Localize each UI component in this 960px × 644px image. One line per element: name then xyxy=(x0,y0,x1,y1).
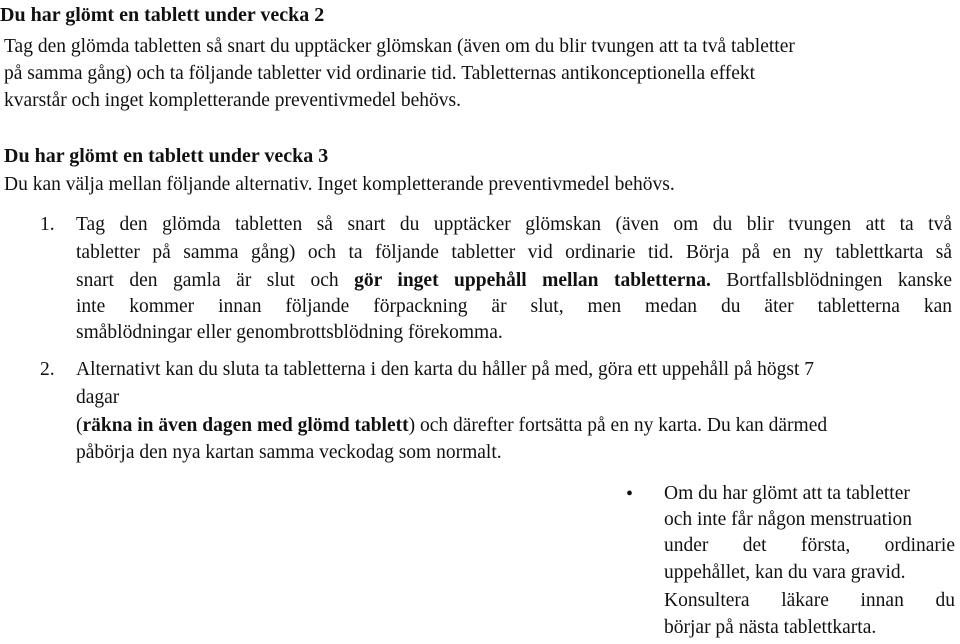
paragraph-week-2-line-1: Tag den glömda tabletten så snart du upptäcker glömskan (även om du blir tvungen att ta två tabletter xyxy=(4,36,795,57)
option-1-line-4: inte kommer innan följande förpackning är slut, men medan du äter tabletterna kan xyxy=(76,296,952,317)
week-3-intro: Du kan välja mellan följande alternativ. Inget kompletterande preventivmedel behövs. xyxy=(4,174,675,195)
option-1-number: 1. xyxy=(40,214,55,235)
note-line-6: börjar på nästa tablettkarta. xyxy=(664,617,877,638)
option-1-line-3-end: Bortfallsblödningen kanske xyxy=(710,270,953,291)
note-line-1: Om du har glömt att ta tabletter xyxy=(664,483,910,504)
heading-week-3: Du har glömt en tablett under vecka 3 xyxy=(4,145,329,167)
option-2-line-3-end: ) och därefter fortsätta på en ny karta. Du kan därmed xyxy=(408,415,828,436)
option-1-line-2: tabletter på samma gång) och ta följande tabletter vid ordinarie tid. Börja på en ny tablettkarta så xyxy=(76,242,952,263)
option-2-emphasis: räkna in även dagen med glömd tablett xyxy=(82,415,409,436)
note-line-4: uppehållet, kan du vara gravid. xyxy=(664,562,906,583)
option-2-line-3 xyxy=(76,413,827,439)
note-line-2: och inte får någon menstruation xyxy=(664,509,913,530)
paragraph-week-2-line-3: kvarstår och inget kompletterande preventivmedel behövs. xyxy=(4,90,462,111)
option-2-line-3-open: ( xyxy=(76,415,83,436)
option-1-line-3-start: snart den gamla är slut och xyxy=(76,270,355,291)
option-1-line-1: Tag den glömda tabletten så snart du upptäcker glömskan (även om du blir tvungen att ta två xyxy=(76,214,952,235)
option-2-line-1: Alternativt kan du sluta ta tabletterna i den karta du håller på med, göra ett uppehåll på högst 7 xyxy=(76,359,815,380)
option-2-line-4: påbörja den nya kartan samma veckodag som normalt. xyxy=(76,442,502,463)
paragraph-week-2-line-2: på samma gång) och ta följande tabletter vid ordinarie tid. Tabletternas antikonceptionella effekt xyxy=(4,63,756,84)
option-1-emphasis: gör inget uppehåll mellan tabletterna. xyxy=(354,270,711,291)
note-line-5: Konsultera läkare innan du xyxy=(664,590,955,611)
option-2-number: 2. xyxy=(40,359,55,380)
option-1-line-3 xyxy=(76,268,952,294)
heading-week-2: Du har glömt en tablett under vecka 2 xyxy=(0,4,325,26)
note-line-3: under det första, ordinarie xyxy=(664,535,955,556)
option-1-line-5: småblödningar eller genombrottsblödning förekomma. xyxy=(76,322,503,343)
option-2-line-2: dagar xyxy=(76,387,120,408)
note-bullet-icon: • xyxy=(626,483,634,505)
